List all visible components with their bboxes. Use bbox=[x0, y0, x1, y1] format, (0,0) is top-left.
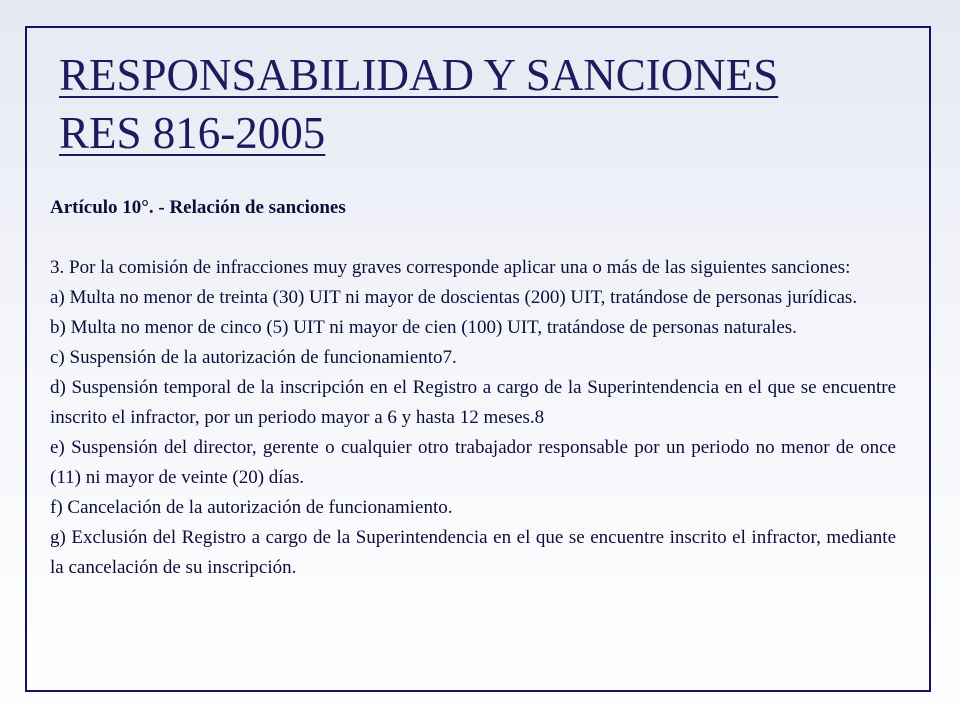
article-body bbox=[50, 193, 896, 583]
sanction-item-d: d) Suspensión temporal de la inscripción en el Registro a cargo de la Superintendencia en el que se encuentre inscrito el infractor, por un periodo mayor a 6 y hasta 12 meses.8 bbox=[50, 377, 896, 428]
title-line-1: RESPONSABILIDAD Y SANCIONES bbox=[59, 50, 779, 100]
paragraph-spacer bbox=[50, 223, 896, 253]
sanction-item-c: c) Suspensión de la autorización de funcionamiento7. bbox=[50, 347, 457, 368]
article-heading: Artículo 10°. - Relación de sanciones bbox=[50, 197, 346, 218]
sanction-item-g: g) Exclusión del Registro a cargo de la Superintendencia en el que se encuentre inscrito el infractor, mediante la cancelación de su inscripción. bbox=[50, 527, 896, 578]
article-intro: 3. Por la comisión de infracciones muy graves corresponde aplicar una o más de las siguientes sanciones: bbox=[50, 257, 851, 278]
sanction-item-e: e) Suspensión del director, gerente o cualquier otro trabajador responsable por un periodo no menor de once (11) ni mayor de veinte (20) días. bbox=[50, 437, 896, 488]
sanction-item-a: a) Multa no menor de treinta (30) UIT ni mayor de doscientas (200) UIT, tratándose de personas jurídicas. bbox=[50, 287, 858, 308]
title-line-2: RES 816-2005 bbox=[59, 108, 326, 158]
sanction-item-b: b) Multa no menor de cinco (5) UIT ni mayor de cien (100) UIT, tratándose de personas naturales. bbox=[50, 317, 797, 338]
sanction-item-f: f) Cancelación de la autorización de funcionamiento. bbox=[50, 497, 453, 518]
slide-title bbox=[59, 46, 778, 162]
